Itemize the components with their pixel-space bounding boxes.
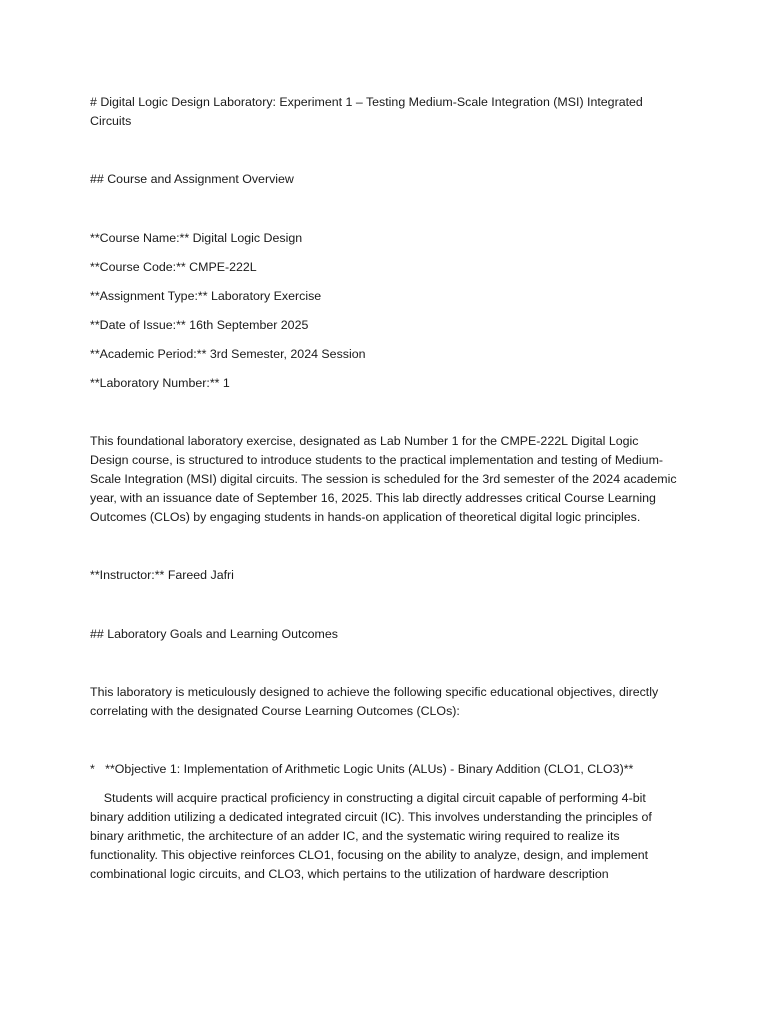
laboratory-number-line: **Laboratory Number:** 1 [90, 376, 230, 390]
course-code-line: **Course Code:** CMPE-222L [90, 260, 257, 274]
section-heading-goals: ## Laboratory Goals and Learning Outcomes [90, 627, 338, 641]
objective-1-heading: * **Objective 1: Implementation of Arithmetic Logic Units (ALUs) - Binary Addition (CLO1, CLO3)** [90, 762, 634, 776]
document-content [90, 93, 680, 884]
instructor-line: **Instructor:** Fareed Jafri [90, 568, 234, 582]
document-title: # Digital Logic Design Laboratory: Experiment 1 – Testing Medium-Scale Integration (MSI) Integrated Circuits [90, 95, 643, 128]
course-details-list [90, 229, 680, 393]
intro-paragraph: This foundational laboratory exercise, designated as Lab Number 1 for the CMPE-222L Digital Logic Design course, is structured to introduce students to the practical implementation and testing of Medium-Scale Integration (MSI) digital circuits. The session is scheduled for the 3rd semester of the 2024 academic year, with an issuance date of September 16, 2025. This lab directly addresses critical Course Learning Outcomes (CLOs) by engaging students in hands-on application of theoretical digital logic principles. [90, 434, 677, 524]
goals-intro-paragraph: This laboratory is meticulously designed to achieve the following specific educational objectives, directly correlating with the designated Course Learning Outcomes (CLOs): [90, 685, 659, 718]
course-name-line: **Course Name:** Digital Logic Design [90, 231, 303, 245]
academic-period-line: **Academic Period:** 3rd Semester, 2024 Session [90, 347, 366, 361]
date-of-issue-line: **Date of Issue:** 16th September 2025 [90, 318, 309, 332]
section-heading-overview: ## Course and Assignment Overview [90, 172, 294, 186]
assignment-type-line: **Assignment Type:** Laboratory Exercise [90, 289, 322, 303]
objective-1-body: Students will acquire practical proficiency in constructing a digital circuit capable of performing 4-bit binary addition utilizing a dedicated integrated circuit (IC). This involves understanding the principles of binary arithmetic, the architecture of an adder IC, and the systematic wiring required to realize its functionality. This objective reinforces CLO1, focusing on the ability to analyze, design, and implement combinational logic circuits, and CLO3, which pertains to the utilization of hardware description [90, 791, 656, 881]
